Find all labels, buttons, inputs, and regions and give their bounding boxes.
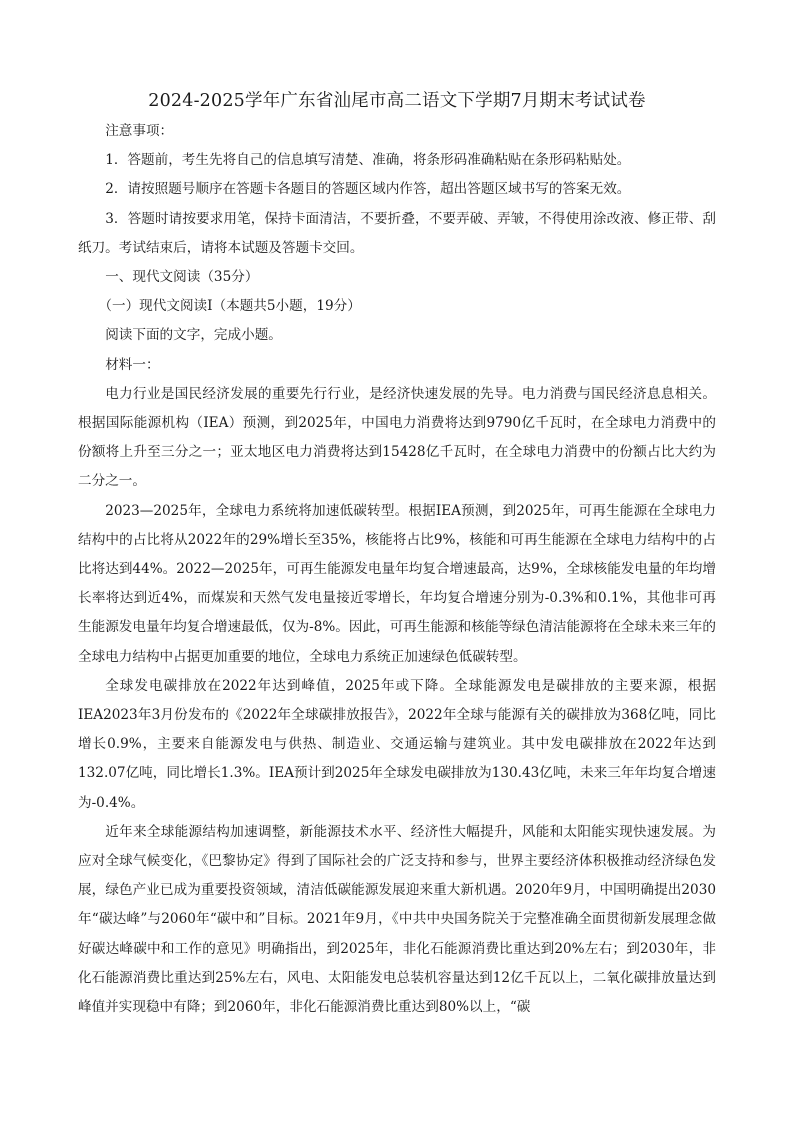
note-item: 3．答题时请按要求用笔，保持卡面清洁，不要折叠，不要弄破、弄皱，不得使用涂改液、修正带、刮纸刀。考试结束后，请将本试题及答题卡交回。: [78, 210, 716, 256]
notes-heading: 注意事项：: [105, 123, 174, 139]
body-paragraph: 2023—2025年，全球电力系统将加速低碳转型。根据IEA预测，到2025年，可再生能源在全球电力结构中的占比将从2022年的29%增长至35%，核能将占比9%，核能和可再生能源在全球电力结构中的占比将达到44%。2022—2025年，可再生能源发电量年均复合增速最高，达9%，全球核能发电量的年均增长率将达到近4%，而煤炭和天然气发电量接近零增长，年均复合增速分别为-0.3%和0.1%，其他非可再生能源发电量年均复合增速最低，仅为-8%。因此，可再生能源和核能等绿色清洁能源将在全球未来三年的全球电力结构中占据更加重要的地位，全球电力系统正加速绿色低碳转型。: [78, 502, 716, 665]
section-heading: 一、现代文阅读（35分）: [105, 269, 259, 286]
note-item: 2．请按照题号顺序在答题卡各题目的答题区域内作答，超出答题区域书写的答案无效。: [105, 181, 631, 198]
body-paragraph: 全球发电碳排放在2022年达到峰值，2025年或下降。全球能源发电是碳排放的主要来源，根据IEA2023年3月份发布的《2022年全球碳排放报告》，2022年全球与能源有关的碳排放为368亿吨，同比增长0.9%，主要来自能源发电与供热、制造业、交通运输与建筑业。其中发电碳排放在2022年达到132.07亿吨，同比增长1.3%。IEA预计到2025年全球发电碳排放为130.43亿吨，未来三年年均复合增速为-0.4%。: [78, 677, 716, 811]
instruction-text: 阅读下面的文字，完成小题。: [105, 327, 282, 344]
material-label: 材料一：: [105, 356, 160, 373]
exam-title: 2024-2025学年广东省汕尾市高二语文下学期7月期末考试试卷: [148, 91, 646, 111]
note-item: 1．答题前，考生先将自己的信息填写清楚、准确，将条形码准确粘贴在条形码粘贴处。: [105, 152, 631, 169]
body-paragraph: 近年来全球能源结构加速调整，新能源技术水平、经济性大幅提升，风能和太阳能实现快速发展。为应对全球气候变化，《巴黎协定》得到了国际社会的广泛支持和参与，世界主要经济体积极推动经济绿色发展，绿色产业已成为重要投资领域，清洁低碳能源发展迎来重大新机遇。2020年9月，中国明确提出2030年“碳达峰”与2060年“碳中和”目标。2021年9月，《中共中央国务院关于完整准确全面贯彻新发展理念做好碳达峰碳中和工作的意见》明确指出，到2025年，非化石能源消费比重达到20%左右；到2030年，非化石能源消费比重达到25%左右，风电、太阳能发电总装机容量达到12亿千瓦以上，二氧化碳排放量达到峰值并实现稳中有降；到2060年，非化石能源消费比重达到80%以上，“碳: [78, 823, 716, 1016]
subsection-heading: （一）现代文阅读Ⅰ（本题共5小题，19分）: [98, 298, 361, 315]
body-paragraph: 电力行业是国民经济发展的重要先行行业，是经济快速发展的先导。电力消费与国民经济息息相关。根据国际能源机构（IEA）预测，到2025年，中国电力消费将达到9790亿千瓦时，在全球电力消费中的份额将上升至三分之一；亚太地区电力消费将达到15428亿千瓦时，在全球电力消费中的份额占比大约为二分之一。: [78, 385, 716, 490]
